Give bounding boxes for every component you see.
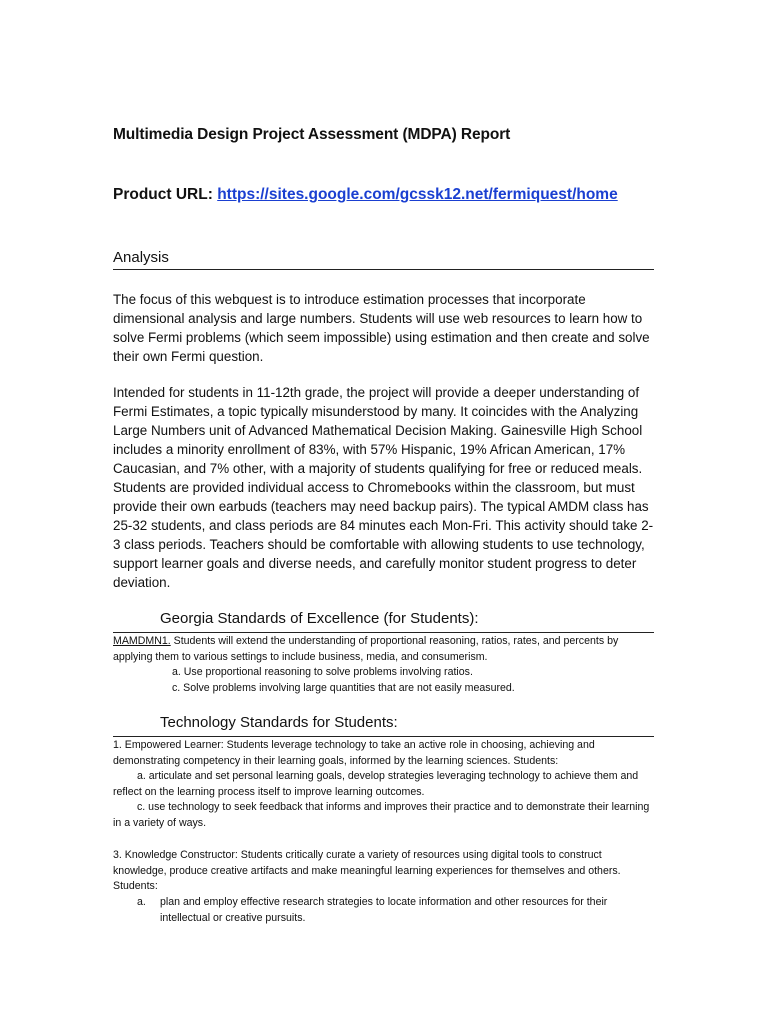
- gse-heading: Georgia Standards of Excellence (for Students):: [160, 610, 479, 627]
- tech-divider: [113, 736, 654, 737]
- gse-standard-text: Students will extend the understanding of proportional reasoning, ratios, rates, and percents by applying them to various settings to include business, media, and consumerism.: [113, 635, 619, 663]
- analysis-heading: Analysis: [113, 249, 654, 270]
- tech-standard-1c: c. use technology to seek feedback that informs and improves their practice and to demonstrate their learning in a variety of ways.: [113, 801, 650, 829]
- tech-standards-heading: Technology Standards for Students:: [160, 714, 398, 731]
- product-url-link[interactable]: https://sites.google.com/gcssk12.net/fermiquest/home: [217, 186, 618, 203]
- tech-standard-3a: plan and employ effective research strategies to locate information and other resources for their intellectual or creative pursuits.: [160, 896, 608, 924]
- gse-standard: [113, 634, 658, 665]
- analysis-paragraph-1: The focus of this webquest is to introduce estimation processes that incorporate dimensional analysis and large numbers. Students will use web resources to learn how to solve Fermi problems (which seem impossible) using estimation and then create and solve their own Fermi question.: [113, 292, 650, 364]
- tech-standard-3a-marker: a.: [137, 896, 146, 908]
- gse-standard-code: MAMDMN1.: [113, 635, 171, 647]
- tech-standard-1: 1. Empowered Learner: Students leverage technology to take an active role in choosing, achieving and demonstrating competency in their learning goals, informed by the learning sciences. Students:: [113, 739, 595, 767]
- gse-item-c: c. Solve problems involving large quantities that are not easily measured.: [172, 682, 515, 694]
- tech-standard-3: 3. Knowledge Constructor: Students critically curate a variety of resources using digital tools to construct knowledge, produce creative artifacts and make meaningful learning experiences for themselves and others. Students:: [113, 849, 621, 892]
- page-title: Multimedia Design Project Assessment (MDPA) Report: [113, 126, 511, 143]
- analysis-paragraph-2: Intended for students in 11-12th grade, the project will provide a deeper understanding of Fermi Estimates, a topic typically misunderstood by many. It coincides with the Analyzing Large Numbers unit of Advanced Mathematical Decision Making. Gainesville High School includes a minority enrollment of 83%, with 57% Hispanic, 19% African American, 17% Caucasian, and 7% other, with a majority of students qualifying for free or reduced meals. Students are provided individual access to Chromebooks within the classroom, but must provide their own earbuds (teachers may need backup pairs). The typical AMDM class has 25-32 students, and class periods are 84 minutes each Mon-Fri. This activity should take 2-3 class periods. Teachers should be comfortable with allowing students to use technology, support learner goals and diverse needs, and carefully monitor student progress to deter deviation.: [113, 385, 654, 590]
- product-url-label: Product URL:: [113, 186, 213, 203]
- product-url-line: [113, 186, 618, 204]
- gse-item-a: a. Use proportional reasoning to solve problems involving ratios.: [172, 666, 473, 678]
- tech-standard-1a: a. articulate and set personal learning goals, develop strategies leveraging technology to achieve them and reflect on the learning process itself to improve learning outcomes.: [113, 770, 639, 798]
- gse-divider: [113, 632, 654, 633]
